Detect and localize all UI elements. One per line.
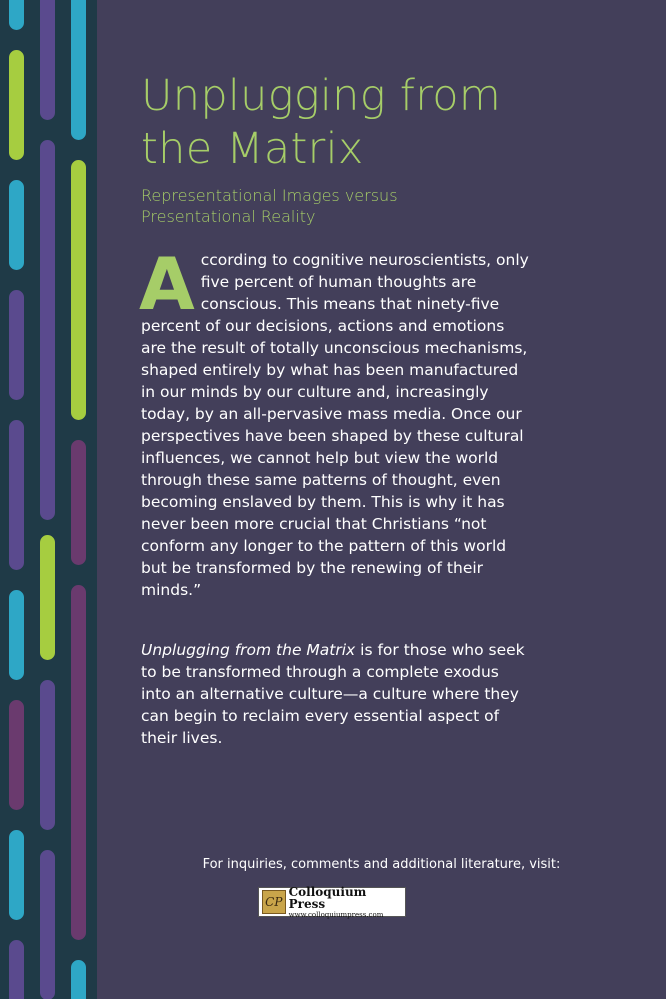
stripe-bar (9, 940, 24, 999)
stripe-bar (71, 585, 86, 940)
paragraph-text: ccording to cognitive neuroscientists, only five percent of human thoughts are conscious. This means that ninety-five percent of our decisions, actions and emotions are the result of totally unconscious mechanisms, shaped entirely by what has been manufactured in our minds by our culture and, increasingly today, by an all-pervasive mass media. Once our perspectives have been shaped by these cultural influences, we cannot help but view the world through these same patterns of thought, even becoming enslaved by them. This is why it has never been more crucial that Christians “not conform any longer to the pattern of this world but be transformed by the renewing of their minds.” (141, 251, 529, 599)
stripe-bar (40, 680, 55, 830)
stripe-bar (71, 440, 86, 565)
stripe-bar (9, 290, 24, 400)
stripe-bar (9, 830, 24, 920)
stripe-bar (71, 960, 86, 999)
description-paragraph (139, 242, 529, 601)
publisher-name: Colloquium Press (288, 884, 367, 911)
subtitle-line: Presentational Reality (141, 207, 316, 226)
summary-paragraph (141, 639, 531, 749)
stripe-bar (9, 420, 24, 570)
stripe-bar (9, 180, 24, 270)
stripe-bar (9, 0, 24, 30)
publisher-logo (258, 884, 406, 919)
stripe-bar (9, 590, 24, 680)
book-subtitle (141, 185, 561, 227)
stripe-bar (40, 535, 55, 660)
title-line: the Matrix (141, 124, 364, 174)
stripe-bar (40, 850, 55, 999)
book-title-italic: Unplugging from the Matrix (141, 641, 356, 659)
stripe-bar (40, 0, 55, 120)
publisher-logo-text (289, 886, 405, 919)
book-title (141, 70, 561, 176)
stripe-bar (40, 140, 55, 520)
title-line: Unplugging from (141, 71, 502, 121)
stripe-bar (71, 0, 86, 140)
publisher-logo-icon: CP (262, 890, 286, 914)
drop-cap: A (139, 242, 195, 326)
stripe-bar (9, 50, 24, 160)
subtitle-line: Representational Images versus (141, 186, 398, 205)
publisher-url: www.colloquiumpress.com (288, 910, 384, 919)
paragraph-text: is for those who seek to be transformed through a complete exodus into an alternative culture—a culture where they can begin to reclaim every essential aspect of their lives. (141, 641, 525, 747)
decorative-stripe-panel (0, 0, 97, 999)
stripe-bar (9, 700, 24, 810)
inquiry-note: For inquiries, comments and additional literature, visit: (202, 857, 561, 872)
stripe-bar (71, 160, 86, 420)
